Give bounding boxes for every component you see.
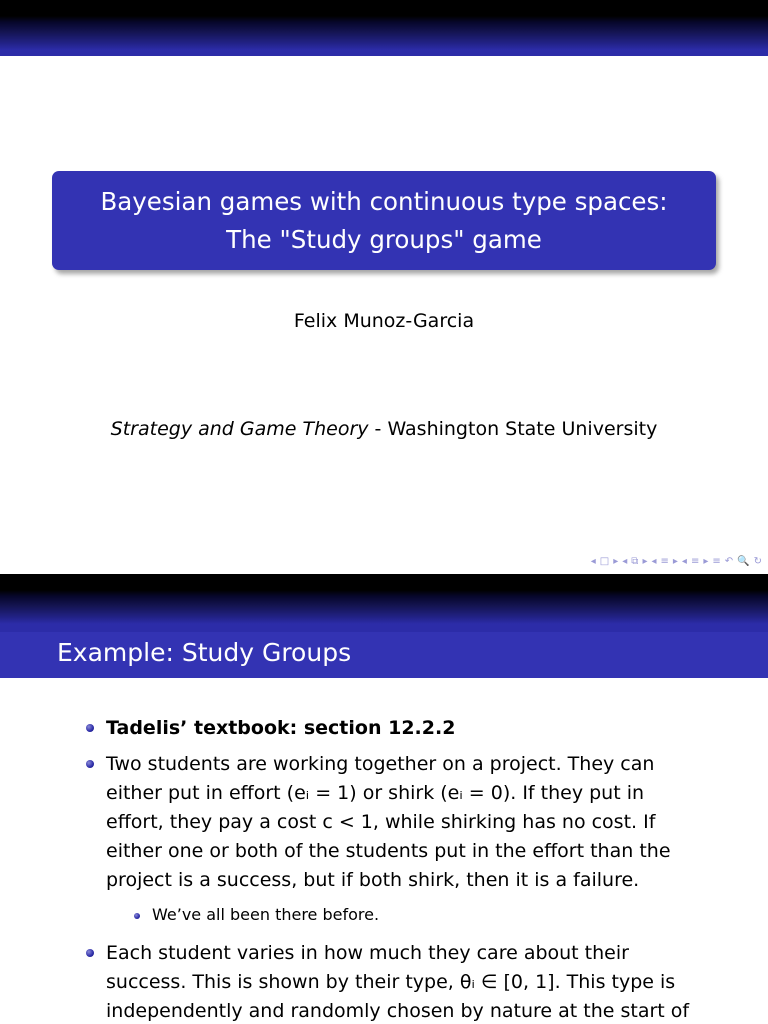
text-line: effort, they pay a cost c < 1, while shirking has no cost. If <box>106 811 656 833</box>
text-line: Two students are working together on a project. They can <box>106 753 655 775</box>
nav-search-icon[interactable]: 🔍 <box>737 556 750 567</box>
bullet-description <box>106 750 706 895</box>
text-line: project is a success, but if both shirk, then it is a failure. <box>106 869 640 891</box>
nav-frame-icon[interactable]: □ <box>599 556 610 567</box>
header-bar <box>0 0 768 56</box>
bullet-icon <box>86 949 94 957</box>
nav-subsection-icon[interactable]: ⧉ <box>631 556 639 567</box>
text-line: either put in effort (eᵢ = 1) or shirk (eᵢ = 0). If they put in <box>106 782 645 804</box>
institute-separator: - <box>368 418 388 440</box>
title-line-1: Bayesian games with continuous type spaces: <box>100 187 668 216</box>
nav-left-arrow-icon[interactable]: ◂ <box>681 556 687 567</box>
bullet-types <box>106 939 706 1024</box>
bullet-icon <box>86 760 94 768</box>
author-name: Felix Munoz-Garcia <box>293 310 475 332</box>
beamer-nav-bar <box>591 556 762 567</box>
text-line: independently and randomly chosen by nature at the start of <box>106 1000 690 1022</box>
course-name: Strategy and Game Theory <box>110 418 369 440</box>
content-slide <box>0 574 768 1024</box>
title-box <box>52 171 716 270</box>
nav-toc-icon[interactable]: ≡ <box>712 556 721 567</box>
nav-right-arrow-icon[interactable]: ▸ <box>672 556 678 567</box>
bullet-textbook: Tadelis’ textbook: section 12.2.2 <box>106 717 456 739</box>
nav-section-icon[interactable]: ≡ <box>660 556 669 567</box>
frame-title: Example: Study Groups <box>57 638 352 667</box>
nav-right-arrow-icon[interactable]: ▸ <box>642 556 648 567</box>
text-line: success. This is shown by their type, θᵢ ∈ [0, 1]. This type is <box>106 971 676 993</box>
sub-bullet-icon <box>134 913 140 919</box>
nav-left-arrow-icon[interactable]: ◂ <box>590 556 596 567</box>
nav-right-arrow-icon[interactable]: ▸ <box>613 556 619 567</box>
sub-bullet-text: We’ve all been there before. <box>152 905 380 924</box>
institute-line <box>0 418 768 440</box>
bullet-icon <box>86 724 94 732</box>
nav-forward-icon[interactable]: ↻ <box>753 556 762 567</box>
nav-back-icon[interactable]: ↶ <box>724 556 734 567</box>
header-bar <box>0 574 768 632</box>
text-line: Each student varies in how much they care about their <box>106 942 629 964</box>
title-line-2: The "Study groups" game <box>226 225 542 254</box>
text-line: either one or both of the students put in the effort than the <box>106 840 671 862</box>
institution-name: Washington State University <box>387 418 658 440</box>
nav-right-arrow-icon[interactable]: ▸ <box>703 556 709 567</box>
nav-document-icon[interactable]: ≡ <box>690 556 700 567</box>
nav-left-arrow-icon[interactable]: ◂ <box>622 556 628 567</box>
nav-left-arrow-icon[interactable]: ◂ <box>651 556 657 567</box>
